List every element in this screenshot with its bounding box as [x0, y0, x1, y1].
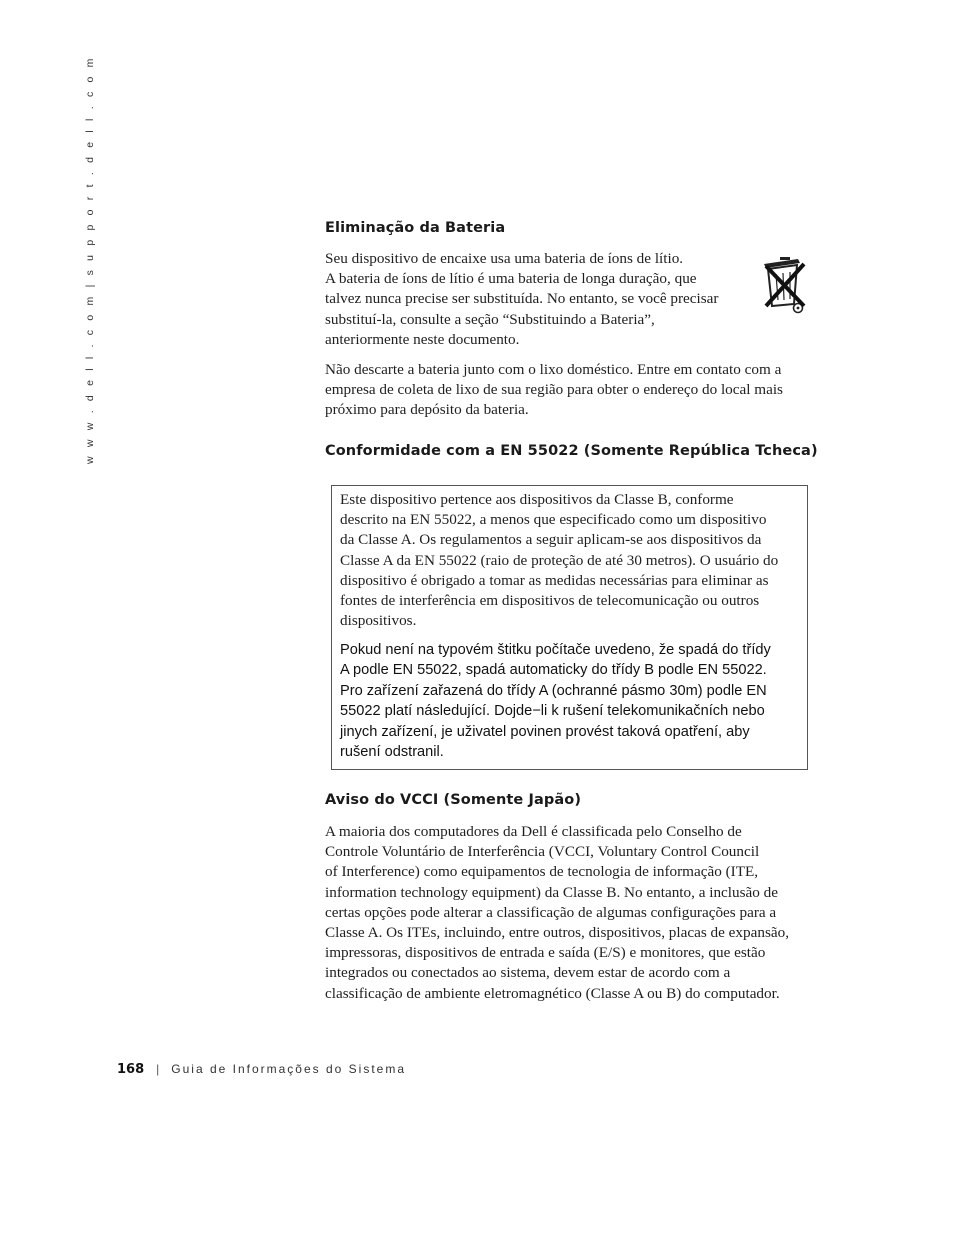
section-title-battery: Eliminação da Bateria: [325, 220, 506, 236]
text-line: fontes de interferência em dispositivos de telecomunicação ou outros: [340, 592, 760, 610]
battery-paragraph-2: [325, 360, 783, 421]
text-line: Classe A. Os ITEs, incluindo, entre outros, dispositivos, placas de expansão,: [325, 924, 789, 942]
guide-title: Guia de Informações do Sistema: [171, 1062, 407, 1076]
en55022-notice-box: [331, 485, 808, 770]
text-line: integrados ou conectados ao sistema, devem estar de acordo com a: [325, 964, 731, 982]
text-line: Pro zařízení zařazená do třídy A (ochranné pásmo 30m) podle EN: [340, 682, 767, 699]
text-line: dispositivos.: [340, 612, 417, 630]
vcci-paragraph: [325, 822, 789, 1004]
text-line: talvez nunca precise ser substituída. No entanto, se você precisar: [325, 290, 719, 308]
text-line: Este dispositivo pertence aos dispositivos da Classe B, conforme: [340, 491, 734, 508]
text-line: classificação de ambiente eletromagnético (Classe A ou B) do computador.: [325, 984, 780, 1002]
notice-portuguese: [340, 490, 778, 631]
text-line: A maioria dos computadores da Dell é classificada pelo Conselho de: [325, 823, 742, 840]
text-line: A podle EN 55022, spadá automaticky do třídy B podle EN 55022.: [340, 662, 767, 679]
footer-separator: |: [156, 1062, 160, 1076]
section-title-en55022: Conformidade com a EN 55022 (Somente República Tcheca): [325, 443, 818, 459]
text-line: Pokud není na typovém štitku počítače uvedeno, že spadá do třídy: [340, 642, 771, 658]
text-line: certas opções pode alterar a classificação de algumas configurações para a: [325, 903, 777, 921]
page-footer: [117, 1062, 406, 1077]
text-line: descrito na EN 55022, a menos que especificado como um dispositivo: [340, 511, 767, 529]
battery-paragraph-1: [325, 249, 718, 350]
section-title-vcci: Aviso do VCCI (Somente Japão): [325, 792, 582, 808]
notice-czech: [340, 640, 771, 762]
text-line: próximo para depósito da bateria.: [325, 401, 529, 419]
page-number: 168: [117, 1062, 145, 1077]
text-line: anteriormente neste documento.: [325, 330, 520, 348]
text-line: dispositivo é obrigado a tomar as medidas necessárias para eliminar as: [340, 571, 769, 589]
text-line: A bateria de íons de lítio é uma bateria de longa duração, que: [325, 270, 697, 288]
text-line: of Interference) como equipamentos de tecnologia de informação (ITE,: [325, 863, 759, 881]
text-line: impressoras, dispositivos de entrada e saída (E/S) e monitores, que estão: [325, 944, 766, 962]
text-line: information technology equipment) da Classe B. No entanto, a inclusão de: [325, 883, 778, 901]
text-line: Classe A da EN 55022 (raio de proteção de até 30 metros). O usuário do: [340, 551, 779, 569]
text-line: jinych zařízení, je uživatel povinen provést taková opatření, aby: [340, 723, 750, 740]
text-line: Controle Voluntário de Interferência (VCCI, Voluntary Control Council: [325, 843, 760, 861]
text-line: Seu dispositivo de encaixe usa uma bateria de íons de lítio.: [325, 250, 684, 267]
text-line: da Classe A. Os regulamentos a seguir aplicam-se aos dispositivos da: [340, 531, 762, 549]
text-line: rušení odstranil.: [340, 744, 444, 761]
text-line: Não descarte a bateria junto com o lixo doméstico. Entre em contato com a: [325, 361, 782, 378]
crossed-out-wheelie-bin-icon: [760, 254, 812, 316]
text-line: 55022 platí následující. Dojde−li k rušení telekomunikačních nebo: [340, 703, 765, 720]
text-line: empresa de coleta de lixo de sua região para obter o endereço do local mais: [325, 381, 783, 399]
text-line: substituí-la, consulte a seção “Substituindo a Bateria”,: [325, 310, 655, 328]
side-url-text: w w w . d e l l . c o m | s u p p o r t . d e l l . c o m: [84, 55, 96, 464]
